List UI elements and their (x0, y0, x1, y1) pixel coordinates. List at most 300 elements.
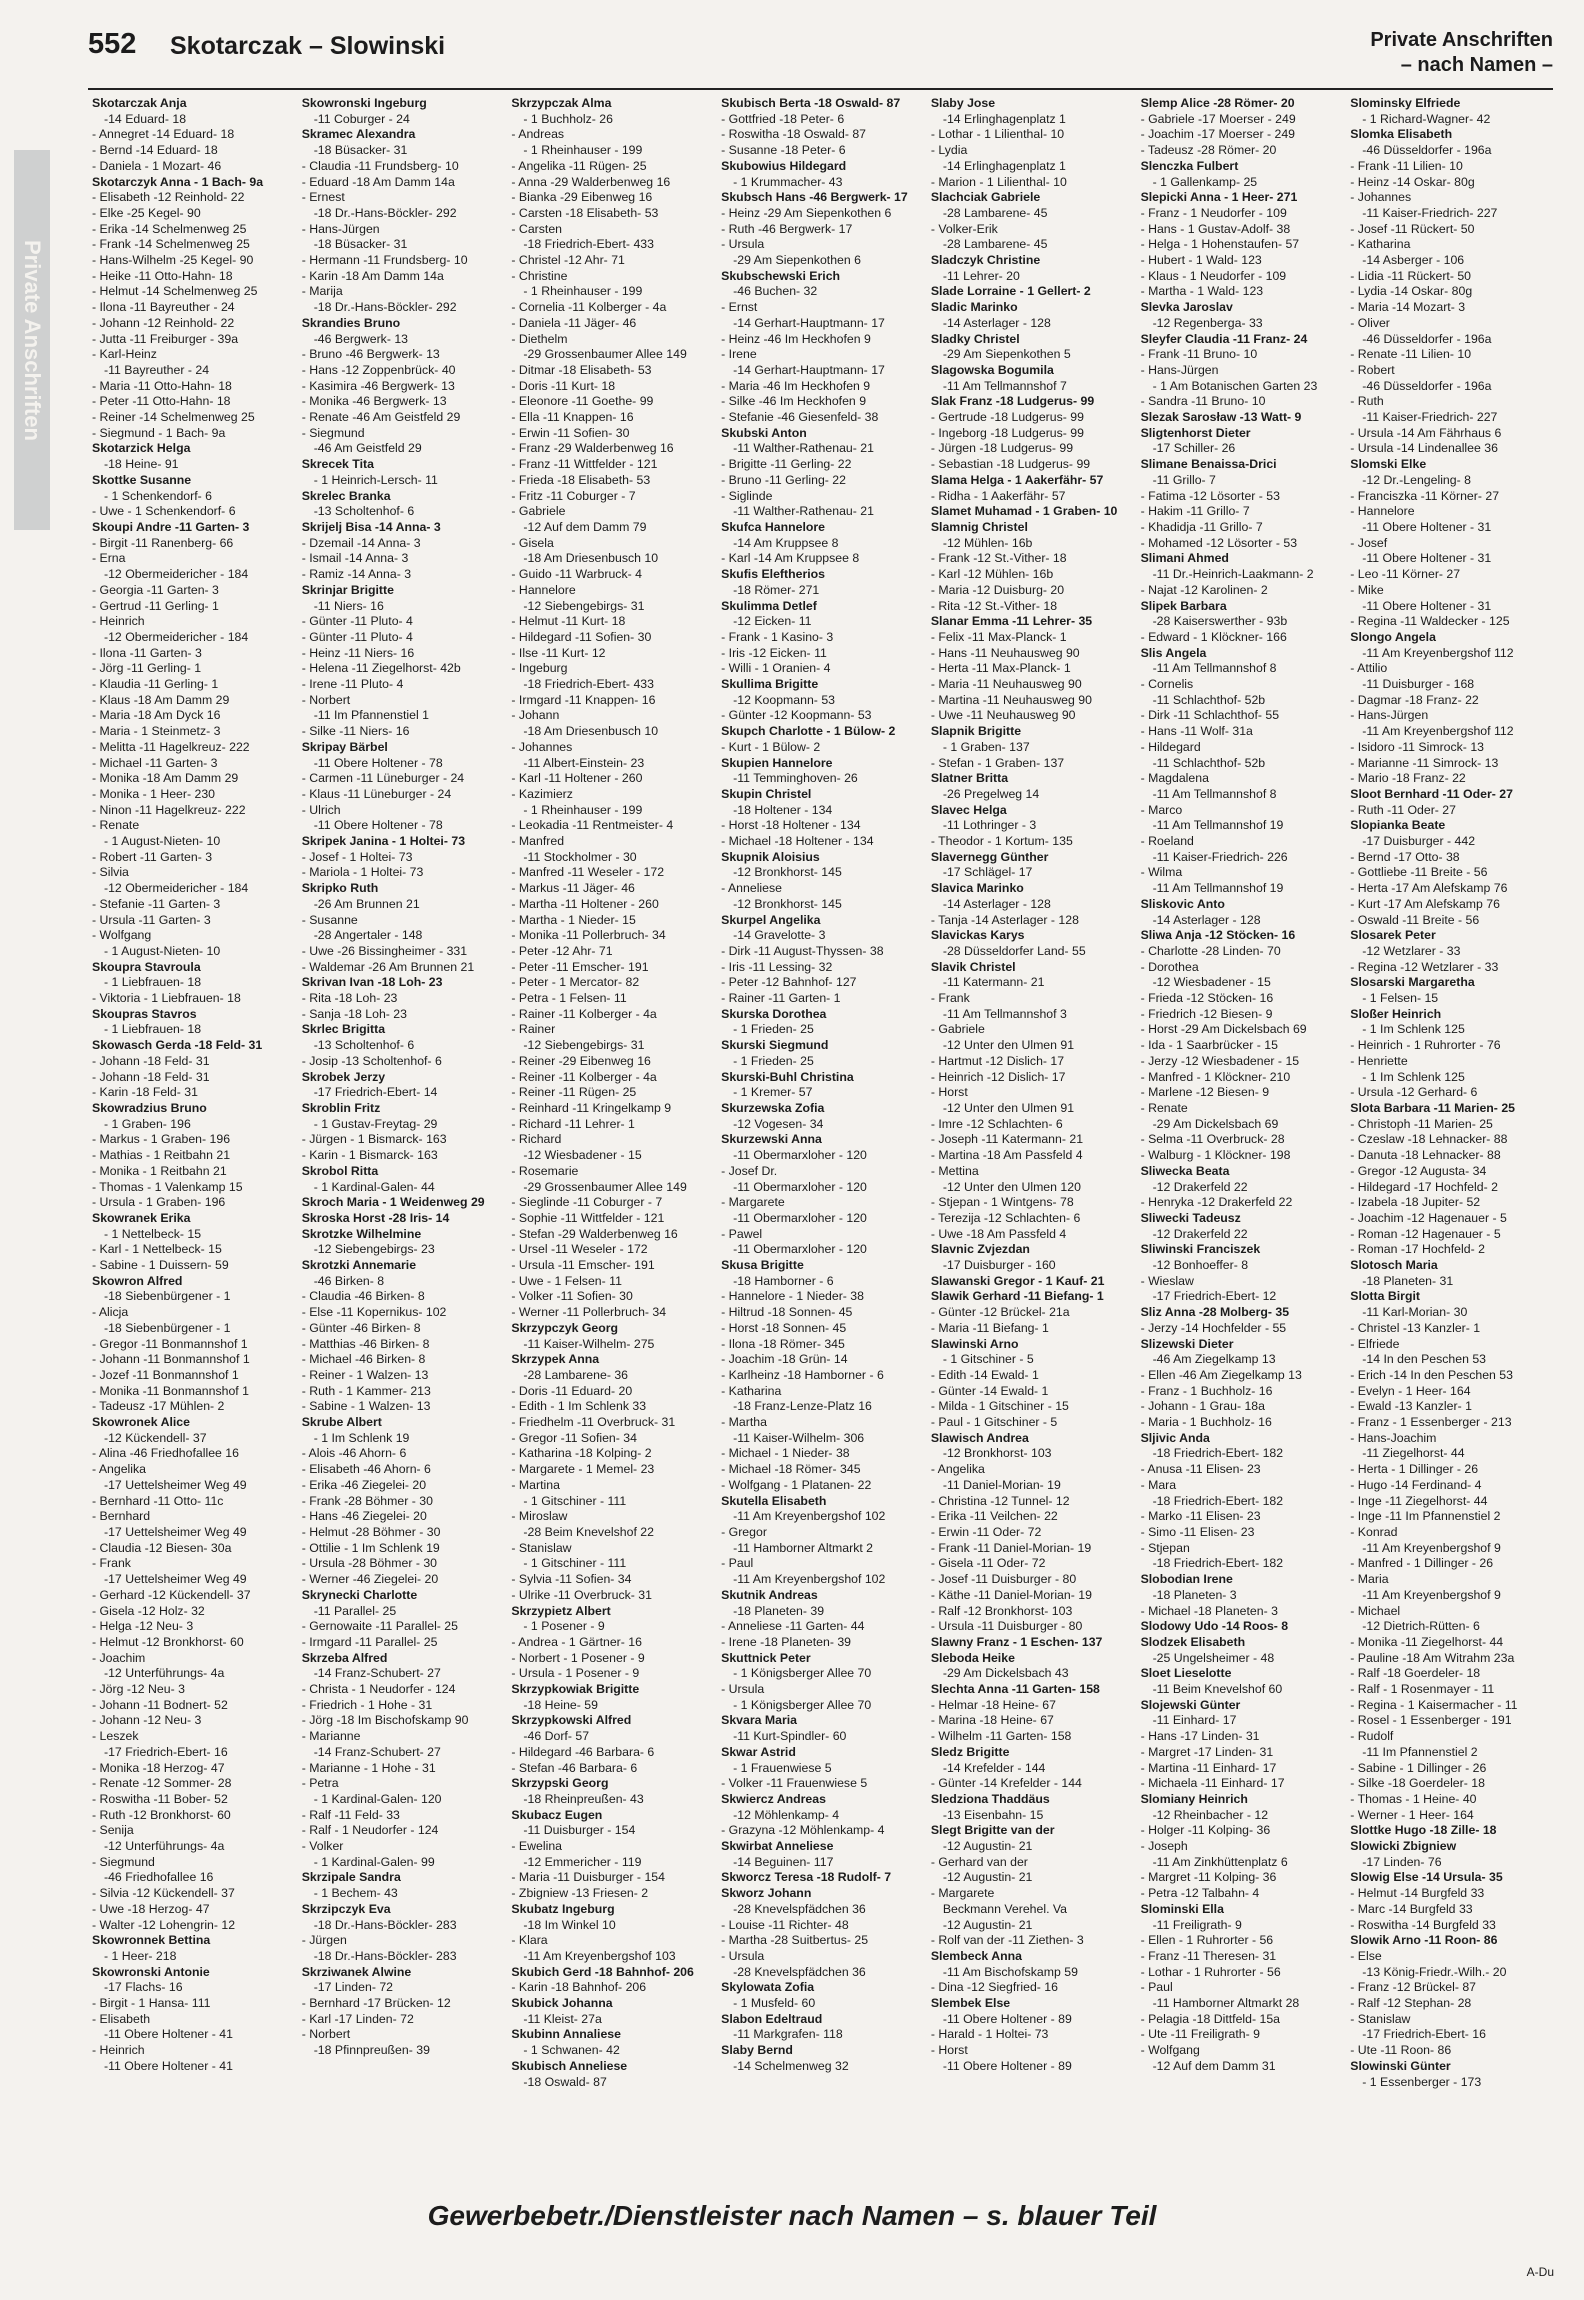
directory-entry: - Johann -12 Reinhold- 22 (92, 315, 235, 330)
directory-entry: - Dagmar -18 Franz- 22 (1350, 692, 1479, 707)
directory-entry: - Martina (511, 1477, 560, 1492)
directory-entry: - Karl -11 Holtener - 260 (511, 771, 643, 786)
directory-entry: - Stefanie -46 Giesenfeld- 38 (721, 410, 879, 425)
directory-entry: - Renate (1140, 1101, 1188, 1115)
directory-entry: - Sabine - 1 Walzen- 13 (301, 1399, 431, 1414)
surname-entry: Skwiercz Andreas (721, 1791, 826, 1806)
directory-entry: - Elisabeth -12 Reinhold- 22 (92, 190, 245, 205)
directory-entry: - Wolfgang - 1 Platanen- 22 (721, 1477, 872, 1492)
directory-entry: -14 Erlinghagenplatz 1 (942, 158, 1066, 173)
surname-entry: Sloet Lieselotte (1140, 1666, 1232, 1681)
directory-entry: - Gisela (511, 535, 554, 550)
directory-entry: -11 Walther-Rathenau- 21 (733, 504, 874, 519)
directory-entry: -11 Obermarxloher - 120 (733, 1179, 867, 1194)
directory-entry: - Hildegard -11 Sofien- 30 (511, 629, 652, 644)
directory-entry: - Ellen - 1 Ruhrorter - 56 (1140, 1933, 1274, 1948)
directory-entry: - Gregor -12 Augusta- 34 (1350, 1163, 1487, 1178)
surname-entry: Skrzipczyk Eva (301, 1901, 391, 1916)
directory-entry: - Monika -11 Bonmannshof 1 (92, 1383, 249, 1398)
directory-entry: -11 Stockholmer - 30 (523, 849, 637, 864)
directory-entry: - Sabine - 1 Duissern- 59 (92, 1258, 229, 1273)
directory-entry: - Alina -46 Friedhofallee 16 (92, 1446, 239, 1461)
surname-entry: Skroska Horst -28 Iris- 14 (301, 1210, 450, 1225)
directory-entry: - Stanislaw (1350, 2011, 1411, 2026)
directory-entry: - Robert (1350, 362, 1395, 377)
directory-entry: -17 Duisburger - 442 (1362, 834, 1476, 849)
surname-entry: Slachciak Gabriele (930, 190, 1041, 205)
directory-entry: - Fritz -11 Coburger - 7 (511, 488, 636, 503)
directory-entry: - Norbert (301, 2027, 351, 2042)
directory-entry: - Reinhard -11 Kringelkamp 9 (511, 1101, 672, 1115)
directory-entry: - Milda - 1 Gitschiner - 15 (930, 1399, 1069, 1414)
surname-entry: Slottke Hugo -18 Zille- 18 (1350, 1823, 1497, 1838)
directory-entry: - Frank -12 St.-Vither- 18 (930, 551, 1067, 566)
directory-entry: - Franz - 1 Neudorfer - 109 (1140, 205, 1287, 220)
surname-entry: Slimane Benaissa-Drici (1140, 457, 1277, 472)
surname-entry: Skroch Maria - 1 Weidenweg 29 (301, 1195, 485, 1210)
directory-entry: - Irene -11 Pluto- 4 (301, 677, 404, 692)
directory-entry: - Peter -12 Bahnhof- 127 (721, 975, 857, 990)
directory-entry: -11 Obere Holtener - 31 (1362, 598, 1492, 613)
directory-entry: - Siegmund (92, 1854, 155, 1869)
directory-entry: - Charlotte -28 Linden- 70 (1140, 943, 1281, 958)
directory-entry: -12 Auf dem Damm 79 (523, 519, 647, 534)
surname-entry: Skubich Gerd -18 Bahnhof- 206 (511, 1964, 694, 1979)
surname-entry: Slota Barbara -11 Marien- 25 (1350, 1101, 1515, 1115)
directory-entry: - Friedhelm -11 Overbruck- 31 (511, 1415, 676, 1430)
directory-entry: - Ulrike -11 Overbruck- 31 (511, 1587, 652, 1602)
directory-entry: -18 Pfinnpreußen- 39 (313, 2043, 430, 2058)
directory-entry: -11 Markgrafen- 118 (733, 2027, 843, 2042)
surname-entry: Slagowska Bogumila (930, 362, 1054, 377)
surname-entry: Skufca Hannelore (721, 519, 826, 534)
directory-entry: - Hans -46 Ziegelei- 20 (301, 1509, 427, 1524)
directory-entry: -11 Obere Holtener - 31 (1362, 551, 1492, 566)
directory-entry: - Reiner -11 Kolberger - 4a (511, 1069, 657, 1084)
directory-entry: - Maria - 1 Buchholz- 16 (1140, 1415, 1272, 1430)
directory-entry: - Erika -14 Schelmenweg 25 (92, 221, 247, 236)
directory-entry: -26 Pregelweg 14 (942, 786, 1040, 801)
directory-entry: - Joachim -12 Hagenauer - 5 (1350, 1210, 1507, 1225)
directory-entry: - Gregor (721, 1524, 767, 1539)
directory-entry: - Reiner -29 Eibenweg 16 (511, 1053, 651, 1068)
directory-entry: - Rosel - 1 Essenberger - 191 (1350, 1713, 1512, 1728)
directory-entry: - Maria -11 Duisburger - 154 (511, 1870, 665, 1885)
surname-entry: Slavec Helga (930, 802, 1007, 817)
directory-entry: -14 In den Peschen 53 (1362, 1352, 1487, 1367)
directory-entry: - Gerhard -12 Kückendell- 37 (92, 1587, 251, 1602)
surname-entry: Skutnik Andreas (721, 1587, 818, 1602)
directory-entry: - Terezija -12 Schlachten- 6 (930, 1210, 1081, 1225)
directory-entry: -14 Franz-Schubert- 27 (313, 1666, 441, 1681)
surname-entry: Slowik Arno -11 Roon- 86 (1350, 1933, 1498, 1948)
directory-entry: -17 Linden- 72 (313, 1980, 394, 1995)
directory-entry: - Ottilie - 1 Im Schlenk 19 (301, 1540, 440, 1555)
surname-entry: Sloßer Heinrich (1350, 1006, 1442, 1021)
directory-entry: - Else -11 Kopernikus- 102 (301, 1305, 447, 1320)
directory-entry: - 1 Frauenwiese 5 (733, 1760, 832, 1775)
directory-entry: -11 Am Tellmannshof 7 (942, 378, 1067, 393)
directory-entry: - Ingeborg -18 Ludgerus- 99 (930, 425, 1084, 440)
directory-entry: - Magdalena (1140, 771, 1209, 786)
surname-entry: Slembek Else (930, 1996, 1011, 2011)
directory-entry: - Rainer (511, 1022, 556, 1037)
directory-entry: - Heike -11 Otto-Hahn- 18 (92, 268, 233, 283)
directory-column (721, 96, 923, 2180)
directory-entry: - Marc -14 Burgfeld 33 (1350, 1901, 1473, 1916)
directory-entry: -11 Obere Holtener - 89 (942, 2011, 1072, 2026)
directory-entry: - 1 Am Botanischen Garten 23 (1152, 378, 1318, 393)
directory-entry: - Uwe -26 Bissingheimer - 331 (301, 943, 468, 958)
directory-entry: - Zbigniew -13 Friesen- 2 (511, 1886, 649, 1901)
directory-entry: - Renate -46 Am Geistfeld 29 (301, 410, 461, 425)
directory-entry: - Klaus -11 Lüneburger - 24 (301, 786, 452, 801)
surname-entry: Skrube Albert (301, 1415, 382, 1430)
directory-entry: - Helga -12 Neu- 3 (92, 1619, 194, 1634)
directory-entry: - Thomas - 1 Heine- 40 (1350, 1791, 1477, 1806)
directory-entry: - Andreas (511, 127, 565, 142)
directory-entry: - Herta -17 Am Alefskamp 76 (1350, 881, 1508, 896)
directory-entry: - Michael -18 Römer- 345 (721, 1462, 861, 1477)
directory-entry: -17 Uettelsheimer Weg 49 (104, 1572, 247, 1587)
directory-entry: - Gisela -12 Holz- 32 (92, 1603, 205, 1618)
directory-entry: - Joachim -17 Moerser - 249 (1140, 127, 1296, 142)
directory-entry: - 1 Graben- 137 (942, 739, 1030, 754)
surname-entry: Slechta Anna -11 Garten- 158 (930, 1682, 1100, 1697)
directory-entry: - Margarete (930, 1886, 995, 1901)
directory-entry: - Heinz -46 Im Heckhofen 9 (721, 331, 871, 346)
surname-entry: Skrzeba Alfred (301, 1650, 388, 1665)
directory-entry: -46 Dorf- 57 (523, 1729, 590, 1744)
directory-entry: - Heinz -29 Am Siepenkothen 6 (721, 205, 892, 220)
directory-entry: - Irene -18 Planeten- 39 (721, 1634, 852, 1649)
directory-entry: - Marianne -11 Simrock- 13 (1350, 755, 1499, 770)
directory-entry: - Gertrud -11 Gerling- 1 (92, 598, 219, 613)
directory-entry: - Birgit -11 Ranenberg- 66 (92, 535, 234, 550)
directory-entry: - 1 Felsen- 15 (1362, 991, 1439, 1006)
directory-entry: - Matthias -46 Birken- 8 (301, 1336, 430, 1351)
directory-entry: - Käthe -11 Daniel-Morian- 19 (930, 1587, 1092, 1602)
directory-entry: -18 Friedrich-Ebert- 433 (523, 237, 654, 252)
directory-entry: -12 Eicken- 11 (733, 614, 812, 629)
directory-entry: - Roswitha -11 Bober- 52 (92, 1791, 228, 1806)
directory-entry: -18 Holtener - 134 (733, 802, 833, 817)
directory-entry: - Hans -17 Linden- 31 (1140, 1729, 1260, 1744)
directory-entry: - Khadidja -11 Grillo- 7 (1140, 519, 1263, 534)
directory-entry: - Ewelina (511, 1839, 562, 1854)
surname-entry: Skrecek Tita (301, 457, 374, 472)
surname-entry: Slavnic Zvjezdan (930, 1242, 1030, 1257)
directory-entry: - Maria - 1 Steinmetz- 3 (92, 724, 221, 739)
surname-entry: Sliwa Anja -12 Stöcken- 16 (1140, 928, 1296, 943)
directory-entry: -11 Obere Holtener - 31 (1362, 519, 1492, 534)
section-title-line1: Private Anschriften (1370, 29, 1553, 51)
directory-entry: -11 Einhard- 17 (1152, 1713, 1237, 1728)
directory-entry: - Hiltrud -18 Sonnen- 45 (721, 1305, 853, 1320)
directory-column (511, 96, 713, 2180)
directory-entry: -12 Drakerfeld 22 (1152, 1226, 1248, 1241)
directory-entry: - Günter -11 Pluto- 4 (301, 614, 413, 629)
directory-entry: - Bernhard (92, 1509, 151, 1524)
surname-entry: Skworz Johann (721, 1886, 812, 1901)
directory-entry: - Wilhelm -11 Garten- 158 (930, 1729, 1072, 1744)
surname-entry: Sledziona Thaddäus (930, 1791, 1050, 1806)
directory-entry: - Inge -11 Ziegelhorst- 44 (1350, 1493, 1488, 1508)
directory-entry: - Ellen -46 Am Ziegelkamp 13 (1140, 1367, 1302, 1382)
directory-entry: - Ralf -12 Bronkhorst- 103 (930, 1603, 1073, 1618)
directory-entry: - Hildegard (1140, 739, 1201, 754)
directory-entry: - Gottliebe -11 Breite - 56 (1350, 865, 1488, 880)
surname-entry: Skvara Maria (721, 1713, 798, 1728)
directory-entry: -11 Katermann- 21 (942, 975, 1045, 990)
directory-entry: - Sophie -11 Wittfelder - 121 (511, 1210, 665, 1225)
directory-entry: - Uwe - 1 Schenkendorf- 6 (92, 504, 236, 519)
directory-entry: -12 Unterführungs- 4a (104, 1839, 225, 1854)
directory-entry: - 1 Kardinal-Galen- 44 (313, 1179, 435, 1194)
surname-entry: Slepicki Anna - 1 Heer- 271 (1140, 190, 1298, 205)
directory-entry: -14 Eduard- 18 (104, 111, 187, 126)
directory-entry: - Richard (511, 1132, 562, 1147)
surname-entry: Slodzek Elisabeth (1140, 1634, 1246, 1649)
directory-entry: -14 Asterlager - 128 (1152, 912, 1261, 927)
surname-entry: Slawanski Gregor - 1 Kauf- 21 (930, 1273, 1105, 1288)
directory-entry: - Roman -12 Hagenauer - 5 (1350, 1226, 1501, 1241)
directory-entry: - Tanja -14 Asterlager - 128 (930, 912, 1079, 927)
directory-entry: - Karl - 1 Nettelbeck- 15 (92, 1242, 222, 1257)
directory-entry: - Monika -11 Ziegelhorst- 44 (1350, 1634, 1504, 1649)
directory-column (931, 96, 1133, 2180)
directory-entry: - Miroslaw (511, 1509, 568, 1524)
directory-entry: - Hermann -11 Frundsberg- 10 (301, 253, 468, 268)
directory-entry: - Erwin -11 Sofien- 30 (511, 425, 630, 440)
directory-entry: - Mario -18 Franz- 22 (1350, 771, 1466, 786)
surname-entry: Skroblin Fritz (301, 1101, 381, 1115)
surname-entry: Skotarczak Anja (92, 96, 187, 110)
surname-entry: Skupnik Aloisius (721, 849, 820, 864)
directory-entry: - 1 Gallenkamp- 25 (1152, 174, 1258, 189)
directory-entry: - Günter -46 Birken- 8 (301, 1320, 421, 1335)
directory-entry: - Christel -13 Kanzler- 1 (1350, 1320, 1481, 1335)
directory-entry: -11 Obermarxloher - 120 (733, 1210, 867, 1225)
surname-entry: Slowinski Günter (1350, 2058, 1451, 2073)
directory-entry: - Franz -12 Brückel- 87 (1350, 1980, 1477, 1995)
directory-entry: - Anna -29 Walderbenweg 16 (511, 174, 671, 189)
directory-entry: - Horst (930, 1085, 968, 1100)
directory-entry: - Lydia (930, 143, 968, 158)
directory-entry: - Gertrude -18 Ludgerus- 99 (930, 410, 1084, 425)
surname-entry: Skotarzick Helga (92, 441, 191, 456)
directory-entry: - Ruth -46 Bergwerk- 17 (721, 221, 853, 236)
surname-entry: Skowronski Ingeburg (301, 96, 427, 110)
directory-entry: - Czeslaw -18 Lehnacker- 88 (1350, 1132, 1508, 1147)
directory-entry: - Klaus -18 Am Damm 29 (92, 692, 230, 707)
directory-entry: - 1 Gitschiner - 111 (523, 1493, 627, 1508)
surname-entry: Slosarski Margaretha (1350, 975, 1475, 990)
directory-entry: -28 Beim Knevelshof 22 (523, 1524, 654, 1539)
directory-entry: - Susanne -18 Peter- 6 (721, 143, 846, 158)
directory-entry: - 1 Schenkendorf- 6 (104, 488, 213, 503)
surname-entry: Slade Lorraine - 1 Gellert- 2 (930, 284, 1091, 299)
directory-entry: - Ursula (721, 1948, 765, 1963)
surname-entry: Sleyfer Claudia -11 Franz- 24 (1140, 331, 1308, 346)
directory-entry: - Claudia -12 Biesen- 30a (92, 1540, 232, 1555)
directory-entry: - Ernest (301, 190, 345, 205)
directory-entry: - Hans -12 Zoppenbrück- 40 (301, 362, 456, 377)
directory-entry: - Ute -11 Freiligrath- 9 (1140, 2027, 1260, 2042)
directory-entry: - Ursula -12 Gerhard- 6 (1350, 1085, 1478, 1100)
directory-entry: - Imre -12 Schlachten- 6 (930, 1116, 1063, 1131)
directory-entry: - Jerzy -12 Wiesbadener - 15 (1140, 1053, 1300, 1068)
directory-entry: - Regina -11 Waldecker - 125 (1350, 614, 1510, 629)
directory-entry: -11 Am Kreyenbergshof 112 (1362, 724, 1514, 739)
directory-entry: -17 Uettelsheimer Weg 49 (104, 1477, 247, 1492)
directory-entry: -13 Eisenbahn- 15 (942, 1807, 1044, 1822)
directory-entry: - Frank (92, 1556, 131, 1571)
directory-entry: - Ismail -14 Anna- 3 (301, 551, 409, 566)
directory-entry: - Karl -12 Mühlen- 16b (930, 567, 1054, 582)
surname-entry: Skrziwanek Alwine (301, 1964, 412, 1979)
directory-entry: - Melitta -11 Hagelkreuz- 222 (92, 739, 250, 754)
surname-entry: Skufis Eleftherios (721, 567, 826, 582)
directory-entry: -14 Am Kruppsee 8 (733, 535, 839, 550)
directory-entry: - Horst -29 Am Dickelsbach 69 (1140, 1022, 1307, 1037)
directory-entry: - Roeland (1140, 834, 1194, 849)
directory-entry: - Edith - 1 Im Schlenk 33 (511, 1399, 647, 1414)
directory-entry: - Markus - 1 Graben- 196 (92, 1132, 231, 1147)
directory-entry: - 1 Rheinhauser - 199 (523, 143, 643, 158)
directory-entry: -17 Flachs- 16 (104, 1980, 183, 1995)
directory-entry: - Herta -11 Max-Planck- 1 (930, 661, 1071, 676)
directory-entry: -12 Siebengebirgs- 23 (313, 1242, 435, 1257)
directory-entry: -13 Scholtenhof- 6 (313, 1038, 415, 1053)
directory-entry: - Simo -11 Elisen- 23 (1140, 1524, 1255, 1539)
directory-entry: - Jürgen - 1 Bismarck- 163 (301, 1132, 447, 1147)
directory-entry: -18 Dr.-Hans-Böckler- 283 (313, 1917, 457, 1932)
surname-entry: Skrzypietz Albert (511, 1603, 611, 1618)
surname-entry: Sliz Anna -28 Molberg- 35 (1140, 1305, 1290, 1320)
directory-entry: - Hildegard -46 Barbara- 6 (511, 1744, 655, 1759)
directory-entry: - Leokadia -11 Rentmeister- 4 (511, 818, 674, 833)
directory-entry: - Katharina (1350, 237, 1411, 252)
directory-entry: - 1 Musfeld- 60 (733, 1996, 816, 2011)
directory-entry: - Hans-Jürgen (301, 221, 380, 236)
surname-entry: Skoupras Stavros (92, 1006, 197, 1021)
directory-entry: -11 Temminghoven- 26 (733, 771, 858, 786)
surname-entry: Skubsch Hans -46 Bergwerk- 17 (721, 190, 908, 205)
directory-entry: - Uwe -11 Neuhausweg 90 (930, 708, 1076, 723)
directory-entry: - Johann -18 Feld- 31 (92, 1069, 210, 1084)
directory-entry: -14 Beguinen- 117 (733, 1854, 834, 1869)
directory-entry: -11 Obere Holtener - 41 (104, 2027, 233, 2042)
directory-entry: - Stefan - 1 Graben- 137 (930, 755, 1065, 770)
directory-entry: -12 Unter den Ulmen 91 (942, 1101, 1075, 1115)
directory-entry: -11 Freiligrath- 9 (1152, 1917, 1242, 1932)
surname-entry: Skrivan Ivan -18 Loh- 23 (301, 975, 443, 990)
directory-entry: -11 Am Tellmannshof 8 (1152, 661, 1277, 676)
directory-entry: -12 Wetzlarer - 33 (1362, 943, 1461, 958)
directory-entry: - Iris -11 Lessing- 32 (721, 959, 833, 974)
directory-entry: - Cornelis (1140, 677, 1194, 692)
directory-column (1350, 96, 1552, 2180)
directory-entry: -12 Unter den Ulmen 120 (942, 1179, 1081, 1194)
surname-entry: Slaby Bernd (721, 2043, 793, 2058)
directory-entry: - Martha - 1 Wald- 123 (1140, 284, 1264, 299)
directory-entry: - Paul (1140, 1980, 1173, 1995)
directory-entry: - Irmgard -11 Knappen- 16 (511, 692, 656, 707)
directory-entry: - Erwin -11 Oder- 72 (930, 1524, 1042, 1539)
directory-entry: -11 Lothringer - 3 (942, 818, 1037, 833)
directory-column (1141, 96, 1343, 2180)
surname-entry: Skripek Janina - 1 Holtei- 73 (301, 834, 466, 849)
directory-entry: - Hans-Wilhelm -25 Kegel- 90 (92, 253, 254, 268)
directory-entry: - Edith -14 Ewald- 1 (930, 1367, 1039, 1382)
directory-entry: -12 Augustin- 21 (942, 1917, 1033, 1932)
directory-entry: - Gerhard van der (930, 1854, 1028, 1869)
directory-entry: - Martha - 1 Nieder- 15 (511, 912, 636, 927)
directory-entry: - Margarete (721, 1195, 785, 1210)
directory-entry: - Peter -11 Otto-Hahn- 18 (92, 394, 231, 409)
directory-entry: - Michael -46 Birken- 8 (301, 1352, 426, 1367)
directory-entry: - Birgit - 1 Hansa- 111 (92, 1996, 211, 2011)
surname-entry: Slojewski Günter (1140, 1697, 1241, 1712)
directory-entry: - Petra (301, 1776, 339, 1791)
directory-entry: -11 Lehrer- 20 (942, 268, 1020, 283)
directory-entry: -11 Walther-Rathenau- 21 (733, 441, 874, 456)
directory-entry: - Hugo -14 Ferdinand- 4 (1350, 1477, 1482, 1492)
directory-entry: - Rainer -11 Kolberger - 4a (511, 1006, 657, 1021)
directory-entry: -11 Am Tellmannshof 8 (1152, 786, 1277, 801)
surname-entry: Sloot Bernhard -11 Oder- 27 (1350, 786, 1513, 801)
directory-entry: - Maria -11 Otto-Hahn- 18 (92, 378, 232, 393)
directory-entry: - Monika -46 Bergwerk- 13 (301, 394, 447, 409)
directory-entry: - Monika -11 Pollerbruch- 34 (511, 928, 666, 943)
surname-entry: Skrotzke Wilhelmine (301, 1226, 422, 1241)
directory-entry: - Annegret -14 Eduard- 18 (92, 127, 235, 142)
surname-entry: Slenczka Fulbert (1140, 158, 1239, 173)
directory-entry: - Josef (1350, 535, 1388, 550)
directory-entry: - Karl -17 Linden- 72 (301, 2011, 414, 2026)
directory-entry: - Jerzy -14 Hochfelder - 55 (1140, 1320, 1287, 1335)
surname-entry: Slavickas Karys (930, 928, 1025, 943)
directory-entry: - Frank (930, 991, 970, 1006)
directory-entry: - Christa - 1 Neudorfer - 124 (301, 1682, 456, 1697)
directory-entry: - Oliver (1350, 315, 1390, 330)
directory-entry: - Danuta -18 Lehnacker- 88 (1350, 1148, 1501, 1163)
surname-entry: Skripko Ruth (301, 881, 379, 896)
directory-entry: -11 Am Kreyenbergshof 9 (1362, 1587, 1501, 1602)
directory-entry: - Marianne - 1 Hohe - 31 (301, 1760, 436, 1775)
directory-entry: - Karlheinz -18 Hamborner - 6 (721, 1367, 884, 1382)
surname-entry: Skowasch Gerda -18 Feld- 31 (92, 1038, 263, 1053)
directory-entry: - Peter - 1 Mercator- 82 (511, 975, 640, 990)
directory-entry: - Bruno -11 Gerling- 22 (721, 472, 846, 487)
directory-entry: - Hannelore (511, 582, 576, 597)
directory-entry: - Stefan -46 Barbara- 6 (511, 1760, 638, 1775)
directory-entry: - Anneliese -11 Garten- 44 (721, 1619, 865, 1634)
directory-entry: -17 Linden- 76 (1362, 1854, 1442, 1869)
directory-entry: - Jürgen -18 Ludgerus- 99 (930, 441, 1074, 456)
directory-entry: - Hartmut -12 Dislich- 17 (930, 1053, 1065, 1068)
directory-entry: - Ruth -12 Bronkhorst- 60 (92, 1807, 231, 1822)
surname-entry: Skottke Susanne (92, 472, 192, 487)
directory-entry: - Johann -12 Neu- 3 (92, 1713, 202, 1728)
directory-entry: - Hakim -11 Grillo- 7 (1140, 504, 1250, 519)
directory-entry: -18 Römer- 271 (733, 582, 820, 597)
directory-entry: -11 Obere Holtener - 78 (313, 818, 443, 833)
directory-entry: - Marlene -12 Biesen- 9 (1140, 1085, 1270, 1100)
directory-entry: - Monika -18 Herzog- 47 (92, 1760, 225, 1775)
directory-entry: -12 Mühlen- 16b (942, 535, 1033, 550)
